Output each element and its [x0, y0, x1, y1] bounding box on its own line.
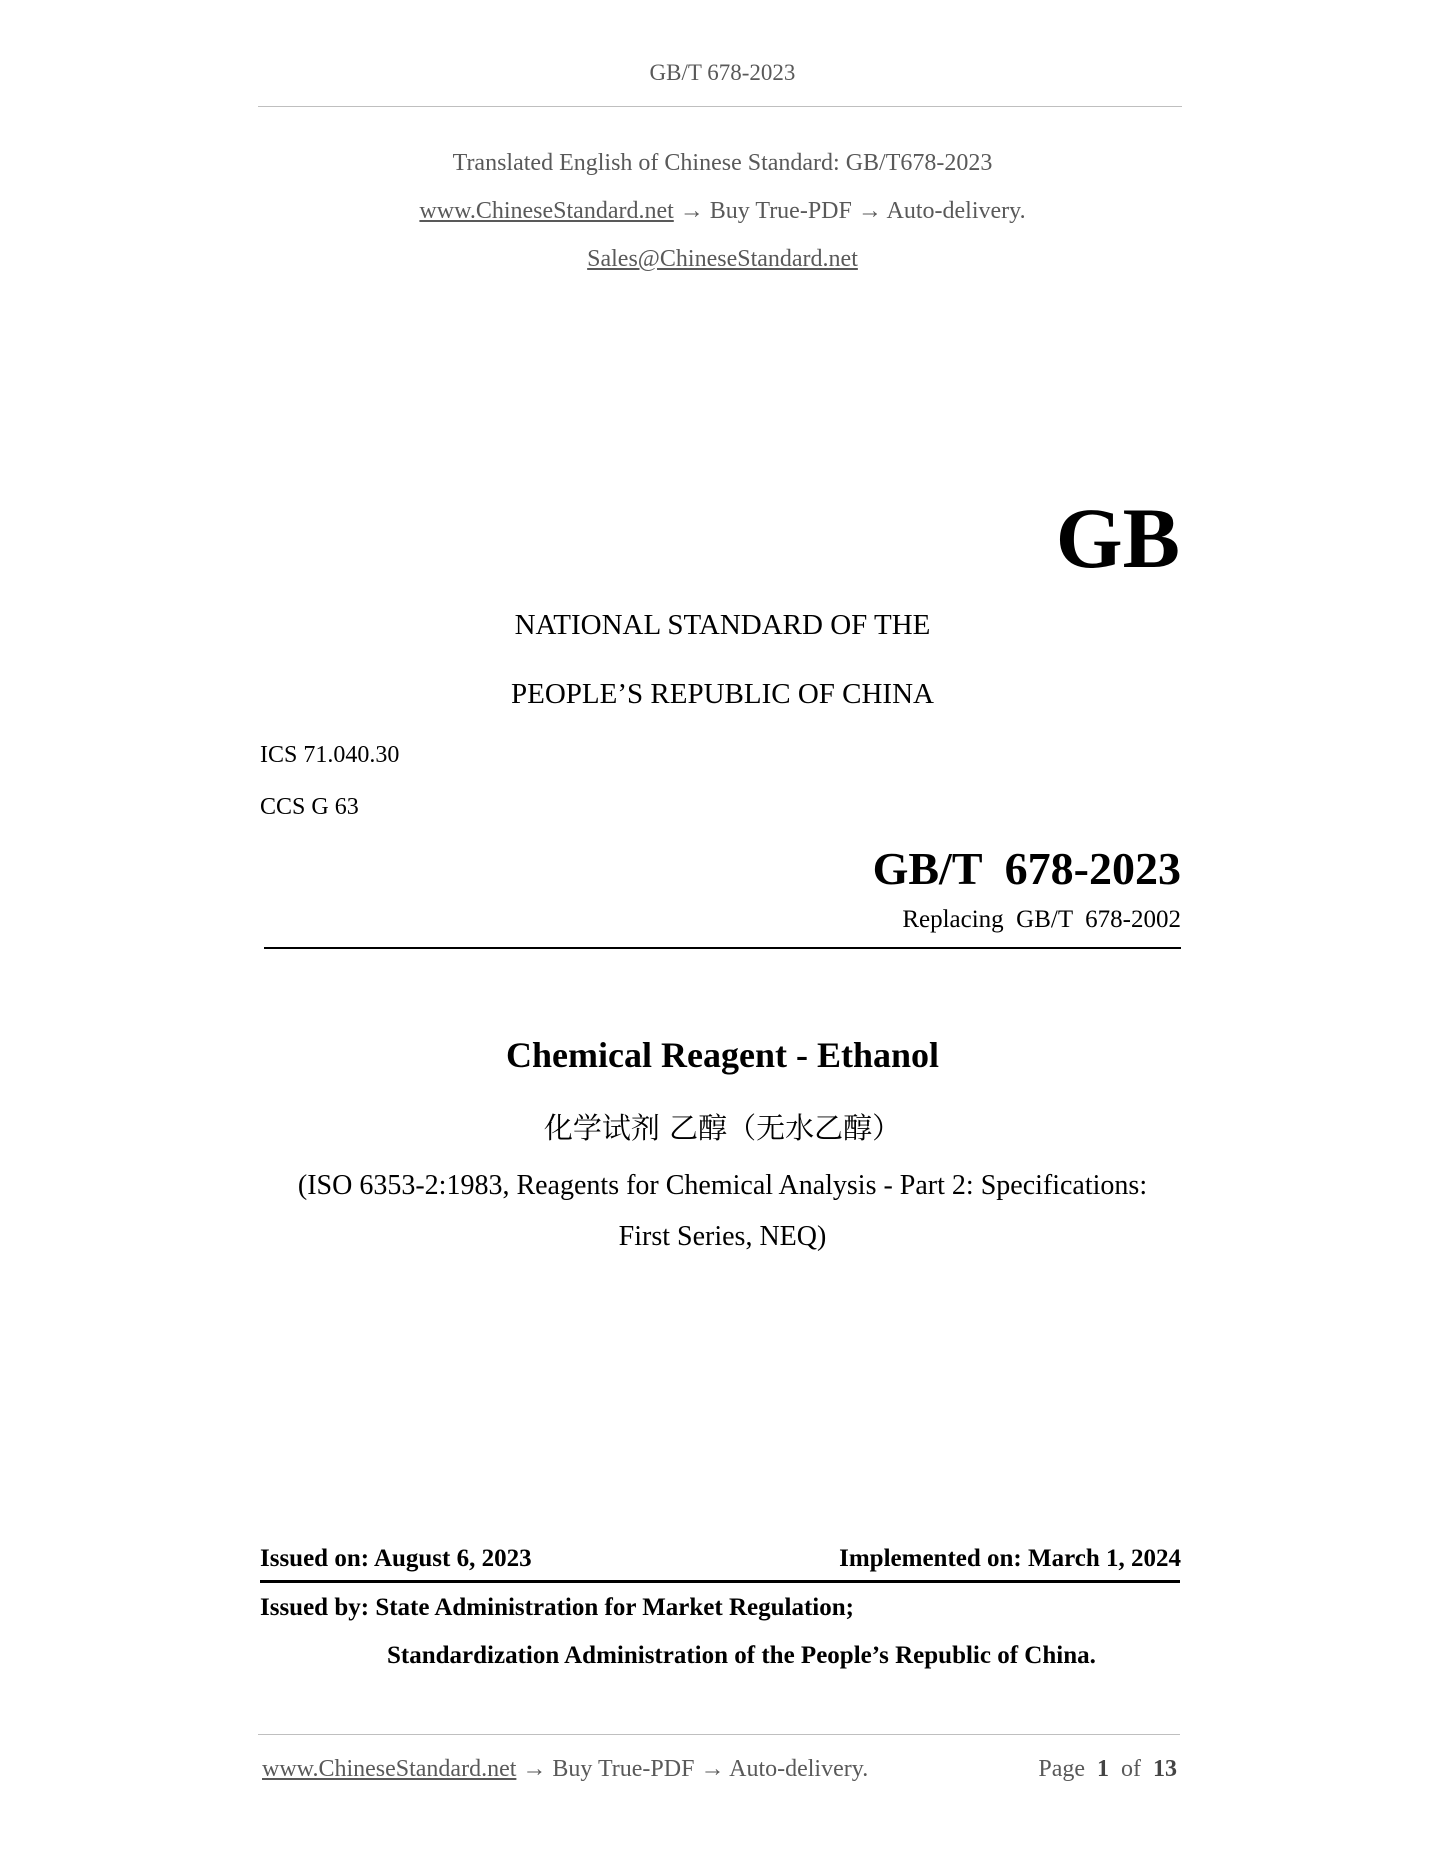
page-indicator [1038, 1756, 1177, 1783]
gb-logo: GB [1055, 490, 1180, 586]
footer-buy-line [262, 1756, 868, 1783]
footer-buy-text: → Buy True-PDF → Auto-delivery. [516, 1756, 869, 1782]
promo-buy-line [0, 198, 1445, 225]
header-divider [258, 106, 1182, 107]
promo-buy-text: → Buy True-PDF → Auto-delivery. [673, 198, 1026, 224]
iso-reference-line1: (ISO 6353-2:1983, Reagents for Chemical Analysis - Part 2: Specifications: [297, 1170, 1148, 1201]
issued-by-line1: Issued by: State Administration for Market Regulation; [260, 1594, 854, 1621]
site-link[interactable]: www.ChineseStandard.net [419, 198, 674, 224]
issued-by-line2: Standardization Administration of the People’s Republic of China. [387, 1642, 1096, 1669]
standard-number: GB/T 678-2023 [872, 843, 1181, 894]
replacing-standard: Replacing GB/T 678-2002 [902, 906, 1181, 933]
promo-translation-note: Translated English of Chinese Standard: GB/T678-2023 [452, 150, 993, 176]
page-of-label: of [1121, 1756, 1141, 1782]
footer-divider [258, 1734, 1180, 1735]
national-standard-line2: PEOPLE’S REPUBLIC OF CHINA [511, 678, 934, 710]
title-chinese: 化学试剂 乙醇（无水乙醇） [543, 1111, 902, 1145]
national-standard-line1: NATIONAL STANDARD OF THE [514, 609, 931, 641]
page-label: Page [1038, 1756, 1085, 1782]
promo-email-line [0, 246, 1445, 273]
running-header: GB/T 678-2023 [649, 60, 796, 85]
email-link[interactable]: Sales@ChineseStandard.net [587, 246, 858, 272]
iso-reference-line2: First Series, NEQ) [618, 1221, 827, 1252]
title-english: Chemical Reagent - Ethanol [506, 1035, 939, 1075]
ics-code: ICS 71.040.30 [260, 742, 400, 768]
footer-site-link[interactable]: www.ChineseStandard.net [262, 1756, 517, 1782]
page-total: 13 [1153, 1756, 1177, 1782]
title-divider [264, 947, 1181, 949]
issue-divider [260, 1580, 1180, 1583]
page-current: 1 [1097, 1756, 1109, 1782]
implemented-on-date: Implemented on: March 1, 2024 [839, 1545, 1181, 1572]
ccs-code: CCS G 63 [260, 794, 359, 820]
issued-on-date: Issued on: August 6, 2023 [260, 1545, 532, 1572]
